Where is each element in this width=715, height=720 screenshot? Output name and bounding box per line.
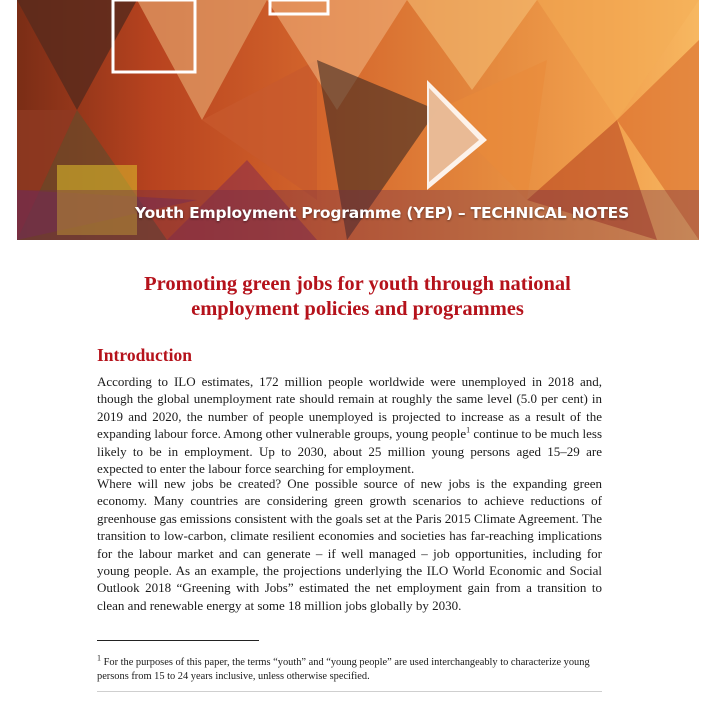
footnote-number: 1: [97, 653, 101, 663]
intro-paragraph-2: Where will new jobs be created? One possible source of new jobs is the expanding green economy. Many countries are considering green growth scenarios to achieve reductions of greenhouse gas emissions consistent with the goals set at the Paris 2015 Climate Agreement. The transition to low-carbon, climate resilient economies and societies has far-reaching implications for the labour market and can generate – if well managed – job opportunities, including for young people. As an example, the projections underlying the ILO World Economic and Social Outlook 2018 “Greening with Jobs” estimated the net employment gain from a transition to clean and renewable energy at some 18 million jobs globally by 2030.: [97, 476, 602, 613]
section-heading-introduction: Introduction: [97, 345, 192, 365]
footnote-reference-link[interactable]: 1: [466, 425, 471, 435]
footnote-1: [97, 653, 602, 684]
document-title-line-1: Promoting green jobs for youth through national: [144, 273, 571, 295]
banner-title: Youth Employment Programme (YEP) – TECHNICAL NOTES: [135, 204, 630, 222]
paragraph-1-text-a: According to ILO estimates, 172 million people worldwide were unemployed in 2018 and, though the global unemployment rate should remain at roughly the same level (5.0 per cent) in 2019 and 2020, the number of people unemployed is projected to increase as a result of the expanding labour force. Among other vulnerable groups, young people: [97, 374, 602, 442]
footnote-text: For the purposes of this paper, the terms “youth” and “young people” are used interchangeably to characterize young persons from 15 to 24 years inclusive, unless otherwise specified.: [97, 657, 590, 682]
document-title: [60, 272, 655, 322]
document-title-line-2: employment policies and programmes: [191, 298, 524, 320]
footnote-separator: [97, 640, 259, 641]
header-banner: [17, 0, 699, 240]
intro-paragraph-1: [97, 373, 602, 477]
page-bottom-rule: [97, 691, 602, 692]
paragraph-1-text-b: continue to be much less likely to be in employment. Up to 2030, about 25 million young persons aged 15–29 are expected to enter the labour force searching for employment.: [97, 426, 602, 477]
